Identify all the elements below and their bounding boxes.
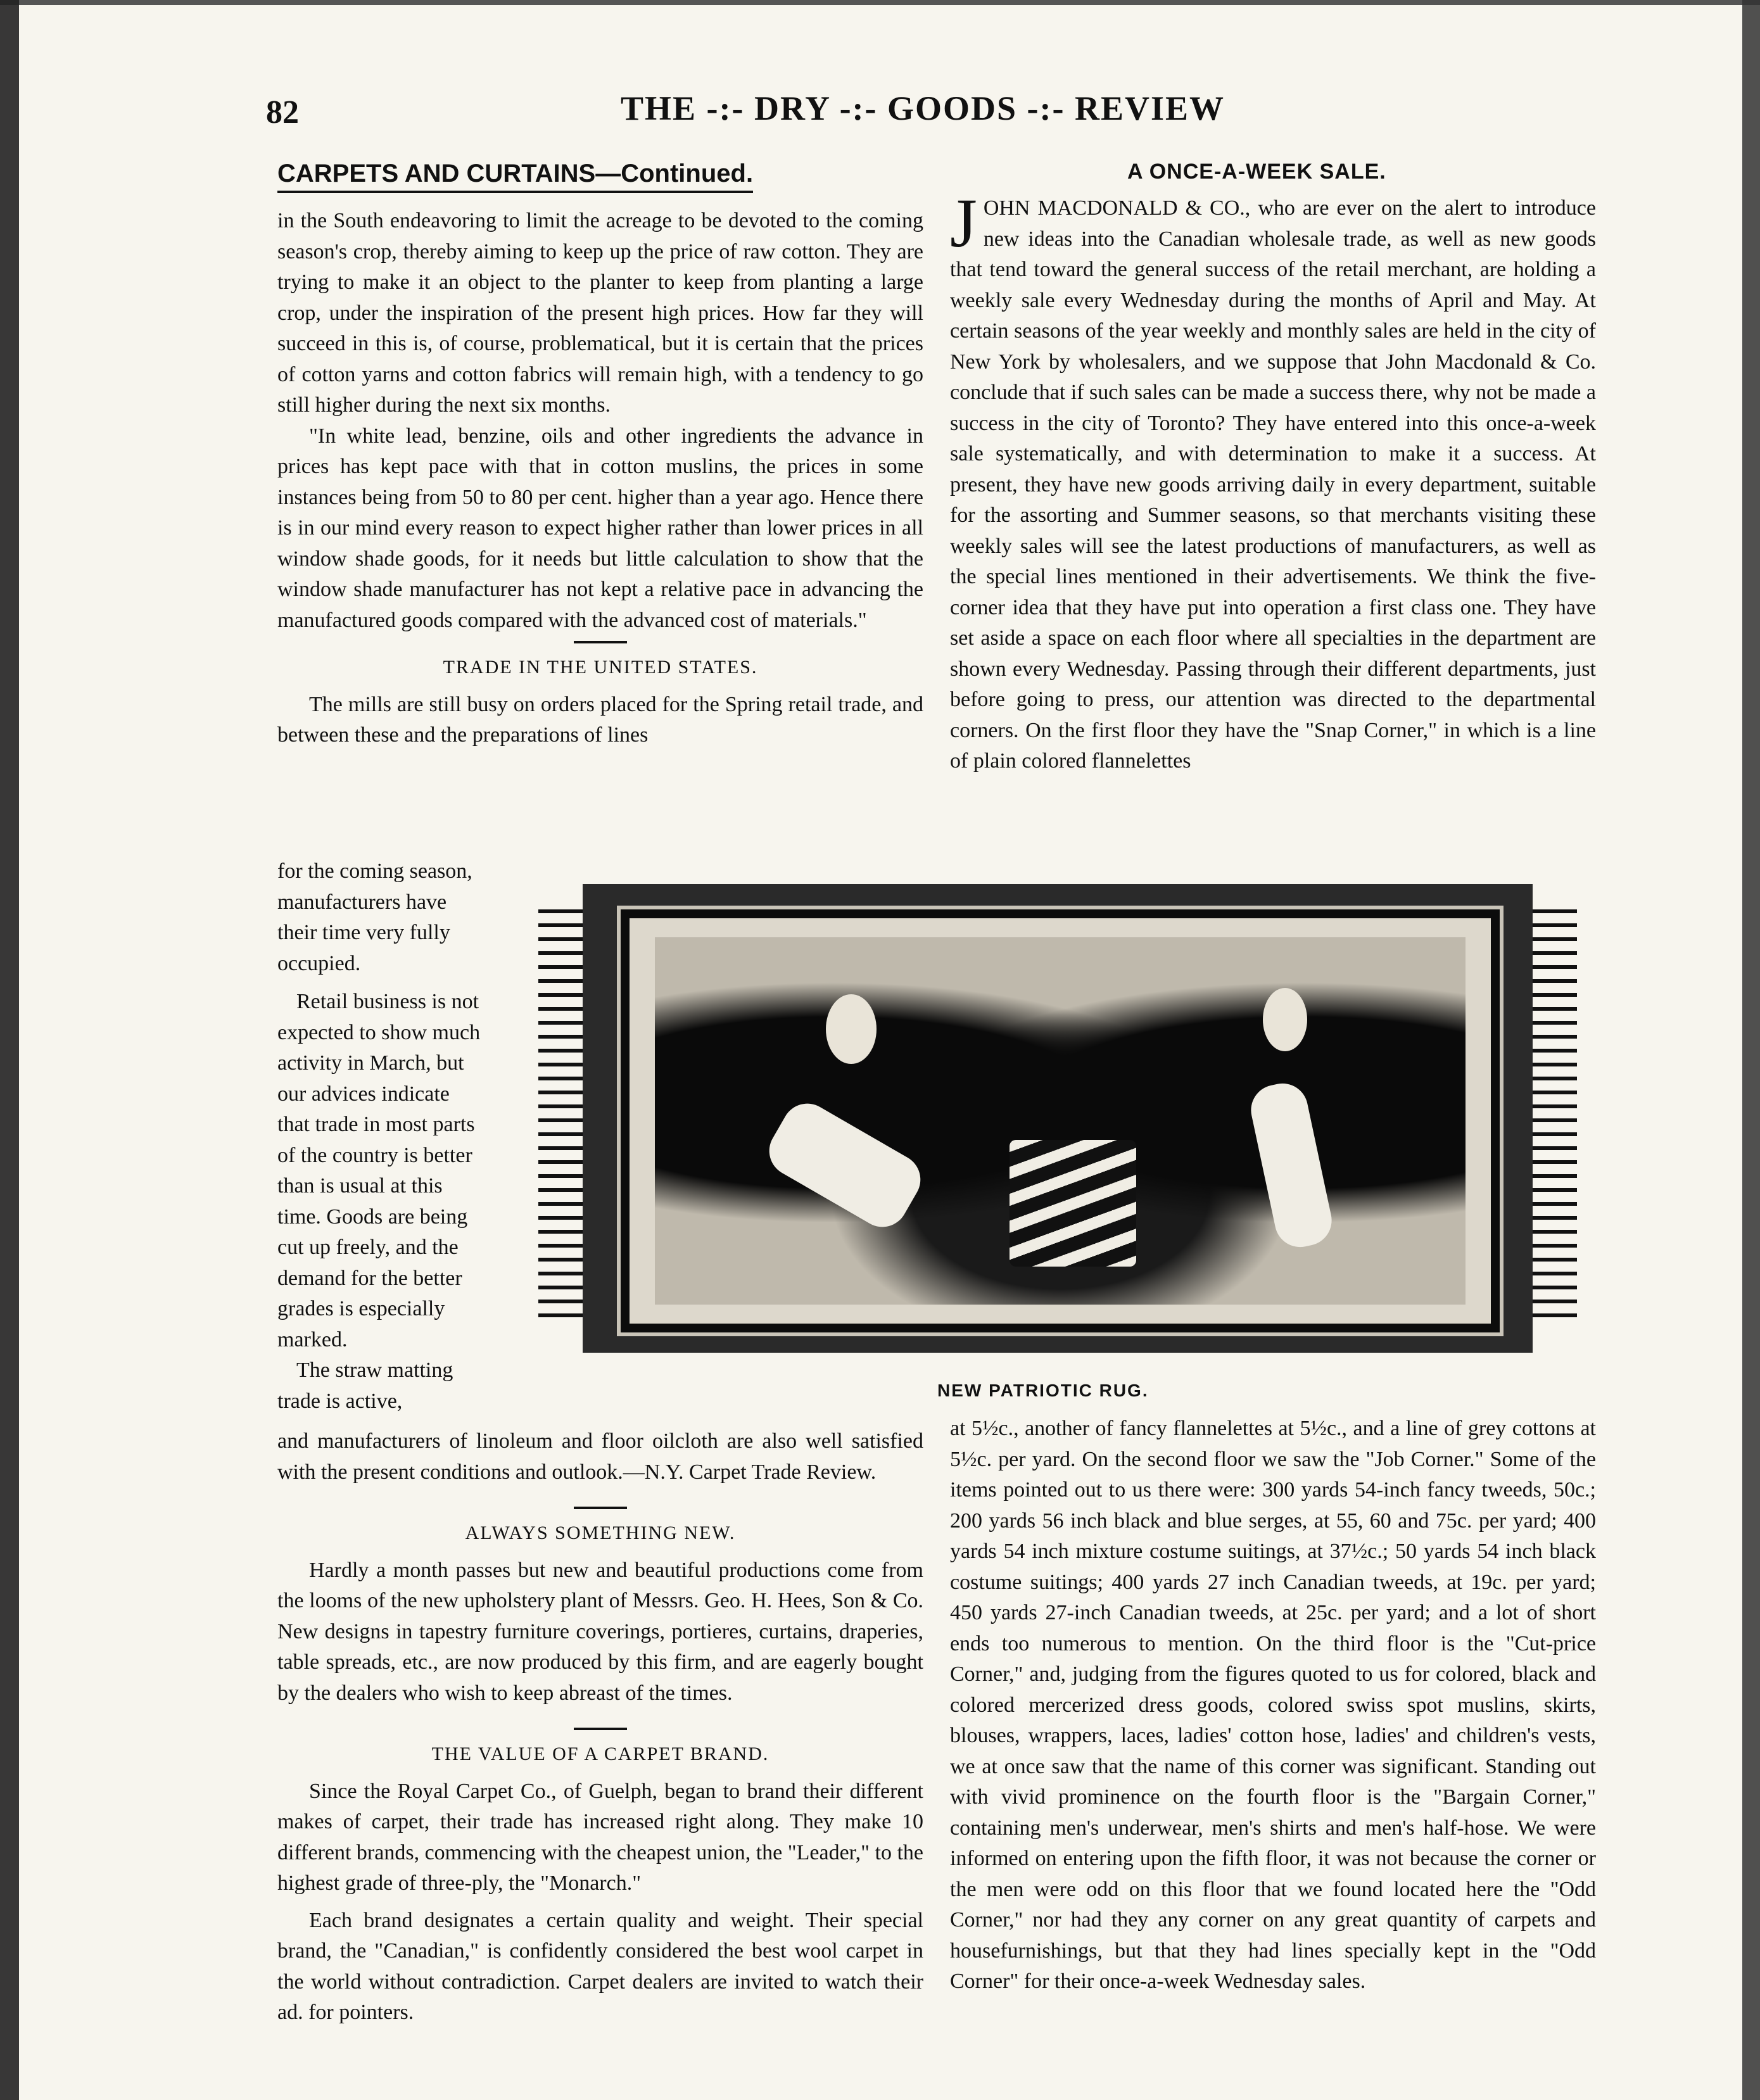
- left-column-top: [277, 206, 923, 751]
- paragraph: Since the Royal Carpet Co., of Guelph, began to brand their different makes of carpet, their trade has increased right along. They make 10 different brands, commencing with the cheapest union, the "Leader," to the highest grade of three-ply, the "Monarch.": [277, 1779, 923, 1895]
- divider: [574, 1728, 627, 1730]
- rug-scene: [655, 937, 1466, 1305]
- patriotic-rug-illustration: [538, 884, 1577, 1353]
- rug-border: [621, 909, 1500, 1332]
- rug-fringe-right: [1526, 909, 1577, 1327]
- divider: [574, 641, 627, 643]
- paragraph: Hardly a month passes but new and beautiful productions come from the looms of the new upholstery plant of Messrs. Geo. H. Hees, Son & Co. New designs in tapestry furniture coverings, portieres, curtains, draperies, table spreads, etc., are now produced by this firm, and are eagerly bought by the dealers who wish to keep abreast of the times.: [277, 1558, 923, 1705]
- rug-figure-left-head: [826, 994, 877, 1064]
- paragraph: Each brand designates a certain quality and weight. Their special brand, the "Canadian," is confidently considered the best wool carpet in the world without contradiction. Carpet dealers are invited to watch their ad. for pointers.: [277, 1908, 923, 2024]
- paragraph: at 5½c., another of fancy flannelettes at 5½c., and a line of grey cottons at 5½c. per yard. On the second floor we saw the "Job Corner." Some of the items pointed out to us there were: 300 yards 54-inch fancy tweeds, 50c.; 200 yards 56 inch black and blue serges, at 55, 60 and 75c. per yard; 400 yards 54 inch mixture costume suitings, at 37½c.; 50 yards 54 inch black costume suitings; 400 yards 27 inch Canadian tweeds, at 19c. per yard; 450 yards 27-inch Canadian tweeds, at 25c. per yard; and a lot of short ends too numerous to mention. On the third floor is the "Cut-price Corner," and, judging from the figures quoted to us for colored, black and colored mercerized dress goods, colored swiss spot muslins, skirts, blouses, wrappers, laces, ladies' cotton hose, ladies' and children's vests, we at once saw that the name of this corner was significant. Standing out with vivid prominence on the fourth floor is the "Bargain Corner," containing men's underwear, men's shirts and men's half-hose. We were informed on entering upon the fifth floor, it was not because the corner or the men were odd on this floor that we found located here the "Odd Corner," nor had they any corner on any great quantity of carpets and housefurnishings, but that they had lines specially kept in the "Odd Corner" for their once-a-week Wednesday sales.: [950, 1417, 1596, 1993]
- journal-title: THE -:- DRY -:- GOODS -:- REVIEW: [621, 89, 1225, 127]
- section-heading-trade: TRADE IN THE UNITED STATES.: [443, 657, 758, 678]
- left-section-title: CARPETS AND CURTAINS—Continued.: [277, 160, 753, 193]
- divider: [574, 1507, 627, 1509]
- paragraph: Retail business is not expected to show much activity in March, but our advices indicate that trade in most parts of the country is better than is usual at this time. Goods are being cut up freely, and the demand for the better grades is especially marked.: [277, 990, 481, 1351]
- page-right-edge: [1742, 0, 1760, 2100]
- right-section-title: A ONCE-A-WEEK SALE.: [1127, 160, 1386, 184]
- paragraph: The straw matting trade is active,: [277, 1358, 453, 1413]
- rug-figure-right-banner: [1246, 1078, 1336, 1251]
- section-heading-brand: THE VALUE OF A CARPET BRAND.: [431, 1743, 769, 1764]
- rug-figure-left-banner: [760, 1094, 930, 1236]
- paragraph: The mills are still busy on orders placed for the Spring retail trade, and between these and the preparations of lines: [277, 692, 923, 747]
- paragraph: "In white lead, benzine, oils and other ingredients the advance in prices has kept pace with that in cotton muslins, the prices in some instances being from 50 to 80 per cent. higher than a year ago. Hence there is in our mind every reason to expect higher rather than lower prices in all window shade goods, for it needs but little calculation to show that the window shade manufacturer has not kept a relative pace in advancing the manufactured goods compared with the advanced cost of materials.": [277, 424, 923, 632]
- right-column-bottom: [950, 1414, 1596, 1997]
- illustration-caption: NEW PATRIOTIC RUG.: [937, 1381, 1149, 1400]
- left-column-bottom: [277, 1426, 923, 2028]
- page-top-edge: [0, 0, 1760, 5]
- paragraph: and manufacturers of linoleum and floor oilcloth are also well satisfied with the present conditions and outlook.—N.Y. Carpet Trade Review.: [277, 1429, 923, 1484]
- paragraph: OHN MACDONALD & CO., who are ever on the alert to introduce new ideas into the Canadian wholesale trade, as well as new goods that tend toward the general success of the retail merchant, are holding a weekly sale every Wednesday during the months of April and May. At certain seasons of the year weekly and monthly sales are held in the city of New York by wholesalers, and we suppose that John Macdonald & Co. conclude that if such sales can be made a success there, why not be made a success in the city of Toronto? They have entered into this once-a-week sale systematically, and with determination to make it a success. At present, they have new goods arriving daily in every department, suitable for the assorting and Summer seasons, so that merchants visiting these weekly sales will see the latest productions of manufacturers, as well as the special lines mentioned in their advertisements. We think the five-corner idea that they have put into operation a first class one. They have set aside a space on each floor where all specialties in the department are shown every Wednesday. Passing through their different departments, just before going to press, our attention was directed to the departmental corners. On the first floor they have the "Snap Corner," in which is a line of plain colored flannelettes: [950, 196, 1596, 773]
- rug-figure-right-head: [1263, 988, 1307, 1051]
- left-column-narrow: [277, 856, 486, 1417]
- rug-body: [583, 884, 1533, 1353]
- rug-fringe-left: [538, 909, 589, 1327]
- drop-cap: J: [950, 193, 977, 262]
- paragraph: for the coming season, manufacturers have their time very fully occupied.: [277, 859, 472, 975]
- rug-flag-stripes: [1010, 1140, 1136, 1267]
- paragraph: in the South endeavoring to limit the acreage to be devoted to the coming season's crop, thereby aiming to keep up the price of raw cotton. They are trying to make it an object to the planter to keep from planting a large crop, under the inspiration of the present high prices. How far they will succeed in this is, of course, problematical, but it is certain that the prices of cotton yarns and cotton fabrics will remain high, with a tendency to go still higher during the next six months.: [277, 209, 923, 417]
- right-column-top: [950, 193, 1596, 877]
- section-heading-always: ALWAYS SOMETHING NEW.: [465, 1522, 736, 1543]
- page-header: [266, 89, 1305, 139]
- page-left-edge: [0, 0, 19, 2100]
- page-number: 82: [266, 94, 299, 130]
